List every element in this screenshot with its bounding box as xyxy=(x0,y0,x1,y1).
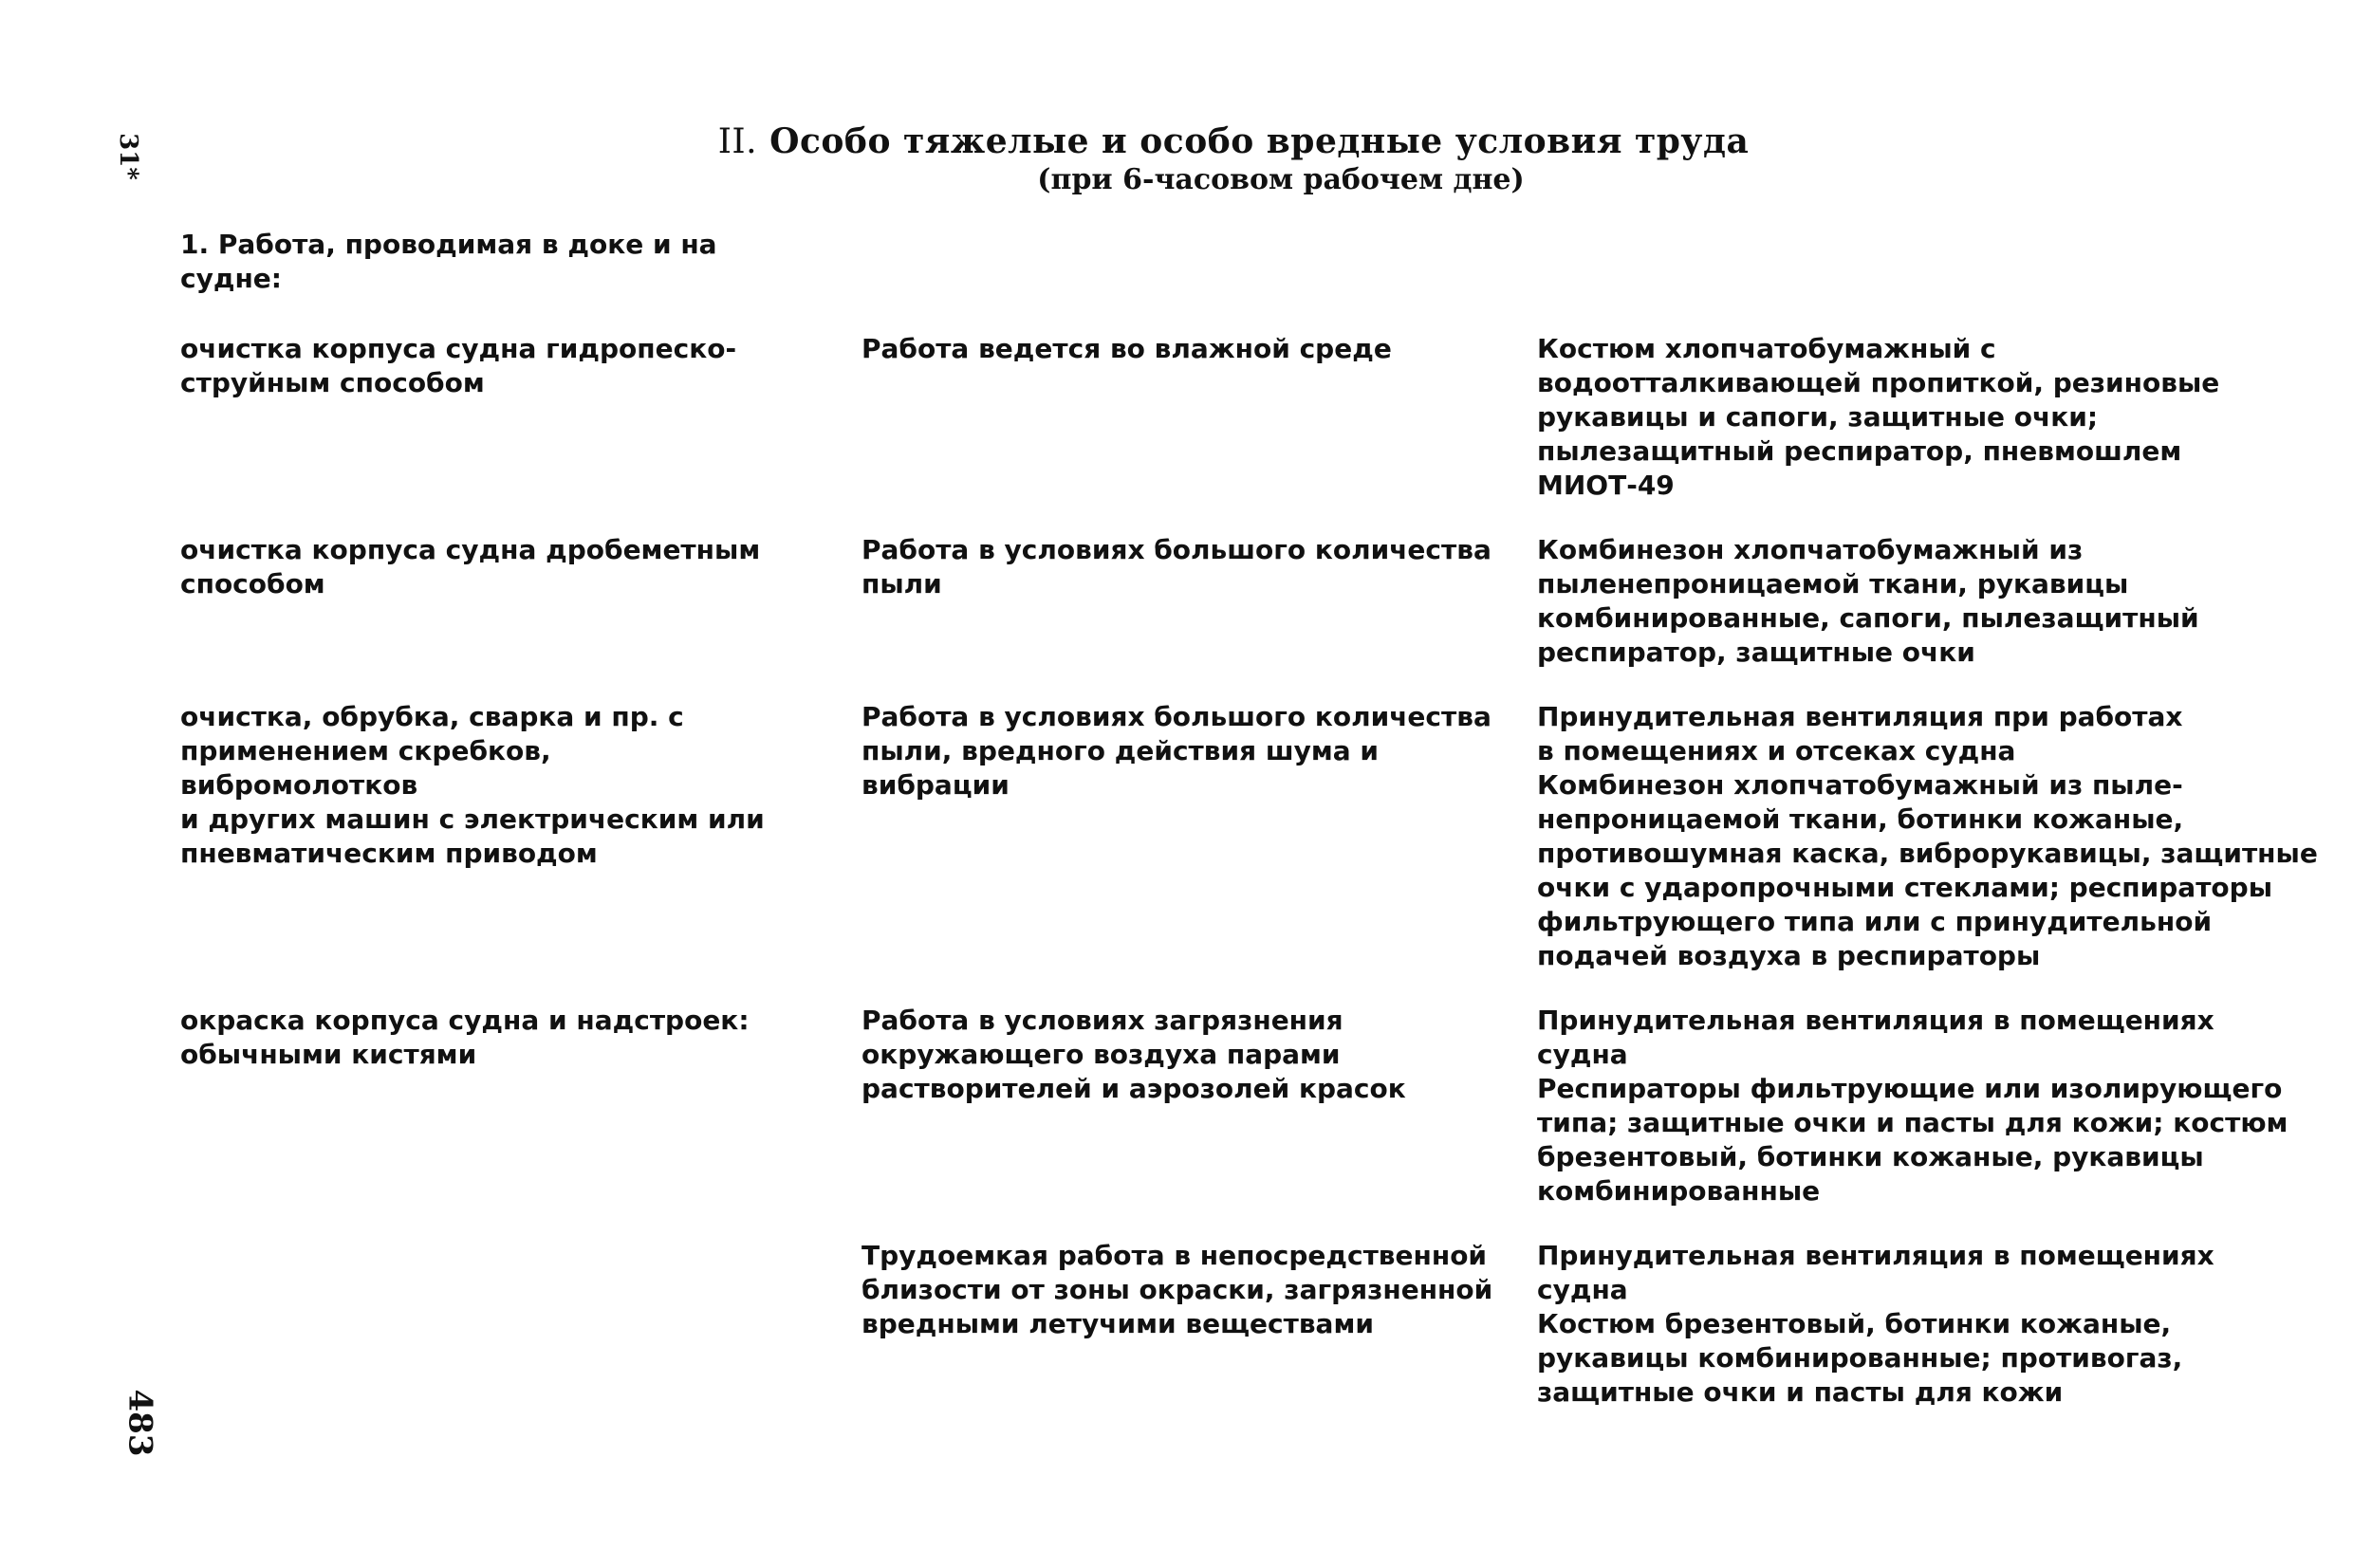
row-2-conditions: Работа в условиях большого количества пыли xyxy=(862,534,1491,600)
row-1-protection: Костюм хлопчатобумажный с водоотталкивающей пропиткой, резиновые рукавицы и сапоги, защитные очки; пылезащитный респиратор, пневмошлем МИОТ-49 xyxy=(1537,333,2220,501)
row-1-conditions: Работа ведется во влажной среде xyxy=(862,333,1392,364)
section-title-text: Особо тяжелые и особо вредные условия труда xyxy=(769,121,1750,161)
row-4-conditions: Работа в условиях загрязнения окружающего воздуха парами растворителей и аэрозолей красок xyxy=(862,1005,1406,1104)
row-3-conditions: Работа в условиях большого количества пыли, вредного действия шума и вибрации xyxy=(862,701,1491,801)
row-1-work: очистка корпуса судна гидропеско- струйным способом xyxy=(180,333,737,398)
row-4-protection: Принудительная вентиляция в помещениях судна Респираторы фильтрующие или изолирующего типа; защитные очки и пасты для кожи; костюм брезентовый, ботинки кожаные, рукавицы комбинированные xyxy=(1537,1005,2288,1207)
row-5-protection: Принудительная вентиляция в помещениях судна Костюм брезентовый, ботинки кожаные, рукавицы комбинированные; противогаз, защитные очки и пасты для кожи xyxy=(1537,1240,2214,1408)
subsection-heading: 1. Работа, проводимая в доке и на судне: xyxy=(180,229,717,294)
section-subtitle: (при 6-часовом рабочем дне) xyxy=(1037,163,1525,196)
row-3-protection: Принудительная вентиляция при работах в помещениях и отсеках судна Комбинезон хлопчатобумажный из пыле- непроницаемой ткани, ботинки кожаные, противошумная каска, виброрукавицы, защитные очки с ударопрочными стеклами; респираторы фильтрующего типа или с принудительной подачей воздуха в респираторы xyxy=(1537,701,2318,971)
row-2-work: очистка корпуса судна дробеметным способом xyxy=(180,534,761,600)
section-title xyxy=(57,121,2353,161)
row-2-protection: Комбинезон хлопчатобумажный из пыленепроницаемой ткани, рукавицы комбинированные, сапоги, пылезащитный респиратор, защитные очки xyxy=(1537,534,2199,668)
section-number: II. xyxy=(717,122,758,161)
row-3-work: очистка, обрубка, сварка и пр. с применением скребков, вибромолотков и других машин с электрическим или пневматическим приводом xyxy=(180,701,765,869)
signature-mark: 31* xyxy=(113,133,142,180)
row-5-conditions: Трудоемкая работа в непосредственной близости от зоны окраски, загрязненной вредными летучими веществами xyxy=(862,1240,1493,1339)
page-number: 483 xyxy=(120,1389,159,1457)
row-4-work: окраска корпуса судна и надстроек: обычными кистями xyxy=(180,1005,750,1070)
